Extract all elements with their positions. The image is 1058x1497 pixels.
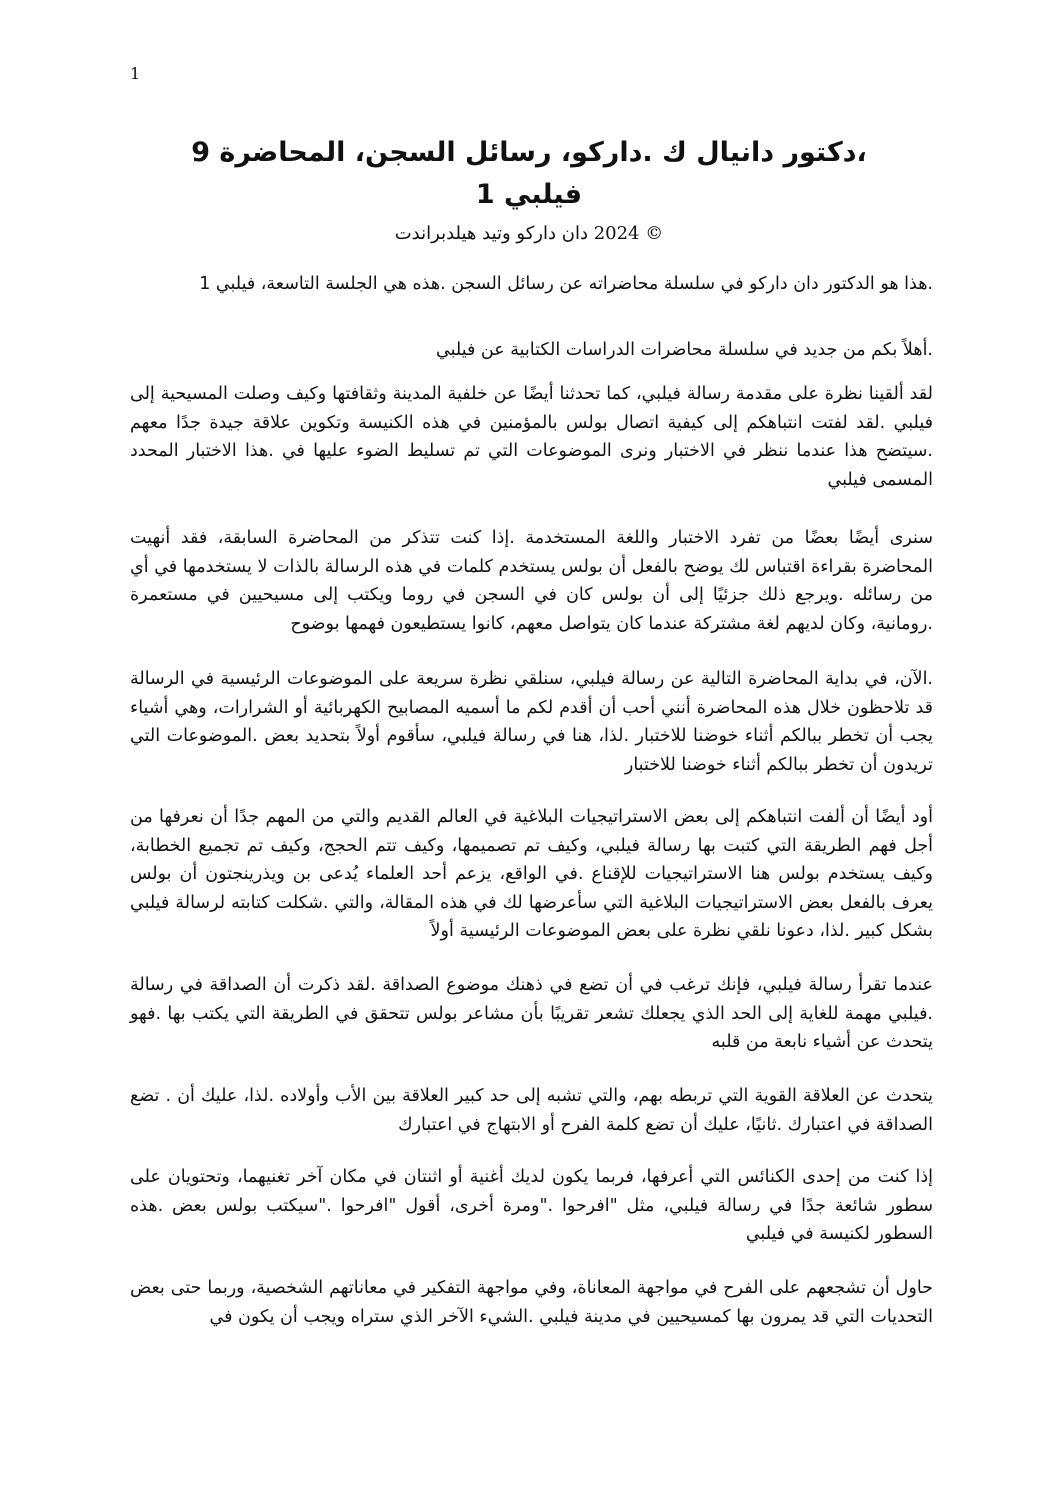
paragraph-body: أود أيضًا أن ألفت انتباهكم إلى بعض الاستراتيجيات البلاغية في العالم القديم والتي من المهم جدًا أن نعرفها من أجل فهم الطريقة التي كتبت بها رسالة فيلبي، وكيف تم تصميمها، وكيف تتم الحجج، وكيف تم تجميع الخطابة، وكيف يستخدم بولس هنا الاستراتيجيات للإقناع .في الواقع، يزعم أحد العلماء يُدعى بن ويذرينجتون أن بولس يعرف بالفعل بعض الاستراتيجيات البلاغية التي سأعرضها لك في هذه المقالة، والتي .شكلت كتابته لرسالة فيلبي بشكل كبير .لذا، دعونا نلقي نظرة على بعض الموضوعات الرئيسية أولاً [130, 807, 933, 941]
page-number: 1 [130, 64, 141, 83]
paragraph-body: سنرى أيضًا بعضًا من تفرد الاختبار واللغة المستخدمة .إذا كنت تتذكر من المحاضرة السابقة، فقد أنهيت المحاضرة بقراءة اقتباس لك يوضح بالفعل أن بولس يستخدم كلمات في هذه الرسالة بالذات لا يستخدمها في أي من رسائله .ويرجع ذلك جزئيًا إلى أن بولس كان في السجن في روما ويكتب إلى مسيحيين في مستعمرة .رومانية، وكان لديهم لغة مشتركة عندما كان يتواصل معهم، كانوا يستطيعون فهمها بوضوح [130, 528, 933, 634]
paragraph-body: حاول أن تشجعهم على الفرح في مواجهة المعاناة، وفي مواجهة التفكير في معاناتهم الشخصية، وربما حتى بعض التحديات التي قد يمرون بها كمسيحيين في مدينة فيلبي .الشيء الآخر الذي ستراه ويجب أن يكون في [130, 1278, 933, 1327]
paragraph-body: .الآن، في بداية المحاضرة التالية عن رسالة فيلبي، سنلقي نظرة سريعة على الموضوعات الرئيسية في الرسالة قد تلاحظون خلال هذه المحاضرة أنني أحب أن أقدم لكم ما أسميه المصابيح الكهربائية أو الشرارات، وهي أشياء يجب أن تخطر ببالكم أثناء خوضنا للاختبار .لذا، هنا في رسالة فيلبي، سأقوم أولاً بتحديد بعض .الموضوعات التي تريدون أن تخطر ببالكم أثناء خوضنا للاختبار [130, 669, 933, 775]
page-title [120, 132, 938, 216]
copyright-notice: © 2024 دان داركو وتيد هيلدبراندت [394, 223, 664, 244]
paragraph-intro: .هذا هو الدكتور دان داركو في سلسلة محاضراته عن رسائل السجن .هذه هي الجلسة التاسعة، فيلبي 1 [199, 274, 933, 294]
title-line-2: فيلبي 1 [475, 179, 583, 210]
title-line-1: ،دكتور دانيال ك .داركو، رسائل السجن، المحاضرة 9 [191, 137, 867, 168]
paragraph-welcome: .أهلاً بكم من جديد في سلسلة محاضرات الدراسات الكتابية عن فيلبي [436, 340, 933, 360]
paragraph-body: يتحدث عن العلاقة القوية التي تربطه بهم، والتي تشبه إلى حد كبير العلاقة بين الأب وأولاده .لذا، عليك أن . تضع الصداقة في اعتبارك .ثانيًا، عليك أن تضع كلمة الفرح أو الابتهاج في اعتبارك [130, 1086, 933, 1135]
paragraph-body: عندما تقرأ رسالة فيلبي، فإنك ترغب في أن تضع في ذهنك موضوع الصداقة .لقد ذكرت أن الصداقة في رسالة .فيلبي مهمة للغاية إلى الحد الذي يجعلك تشعر تقريبًا بأن مشاعر بولس تتحقق في الطريقة التي يكتب بها .فهو يتحدث عن أشياء نابعة من قلبه [130, 975, 933, 1052]
paragraph-body: إذا كنت من إحدى الكنائس التي أعرفها، فربما يكون لديك أغنية أو اثنتان في مكان آخر تغنيهما، وتحتويان على سطور شائعة جدًا في رسالة فيلبي، مثل "افرحوا ."ومرة أخرى، أقول "افرحوا ."سيكتب بولس بعض .هذه السطور لكنيسة في فيلبي [130, 1167, 933, 1244]
paragraph-body: لقد ألقينا نظرة على مقدمة رسالة فيلبي، كما تحدثنا أيضًا عن خلفية المدينة وثقافتها وكيف وصلت المسيحية إلى فيلبي .لقد لفتت انتباهكم إلى كيفية اتصال بولس بالمؤمنين في هذه الكنيسة وتكوين علاقة جيدة جدًا معهم .سيتضح هذا عندما ننظر في الاختبار ونرى الموضوعات التي تم تسليط الضوء عليها في .هذا الاختبار المحدد المسمى فيلبي [130, 384, 933, 490]
